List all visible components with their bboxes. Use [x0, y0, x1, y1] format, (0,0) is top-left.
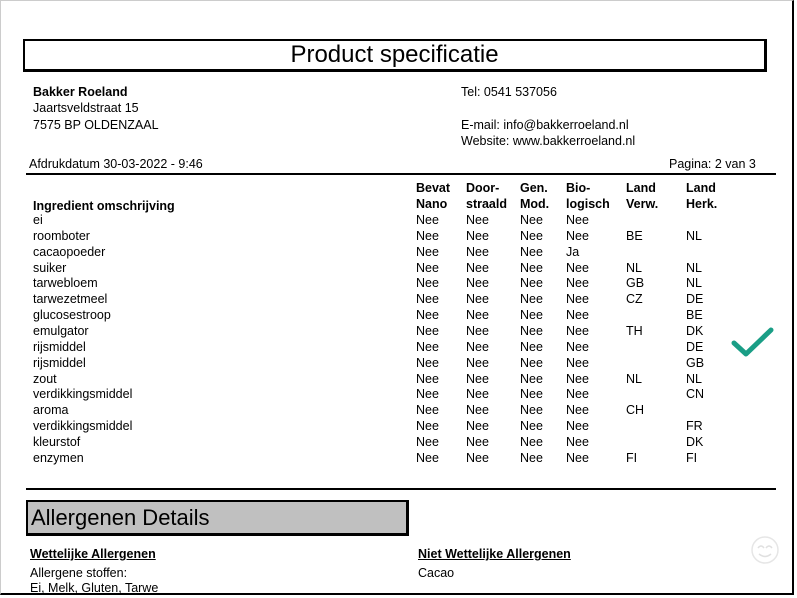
- nonlegal-allergens-title: Niet Wettelijke Allergenen: [418, 547, 571, 561]
- header-bio-line1: Bio-: [566, 181, 591, 195]
- table-row: [0, 418, 797, 434]
- cell-gen: Nee: [520, 387, 543, 402]
- header-doorstraald: [466, 180, 507, 212]
- header-land-verw: [626, 180, 658, 212]
- cell-name: tarwezetmeel: [33, 292, 108, 307]
- header-land-herk: [686, 180, 717, 212]
- cell-nano: Nee: [416, 260, 439, 275]
- header-nano: [416, 180, 450, 212]
- table-row: [0, 339, 797, 355]
- cell-bio: Nee: [566, 276, 589, 291]
- allergen-section-title: Allergenen Details: [26, 500, 409, 536]
- cell-door: Nee: [466, 228, 489, 243]
- cell-nano: Nee: [416, 434, 439, 449]
- cell-bio: Nee: [566, 403, 589, 418]
- smiley-scroll-icon[interactable]: [750, 535, 780, 565]
- document-title: Product specificatie: [23, 39, 767, 72]
- cell-verw: BE: [626, 228, 643, 243]
- table-row: [0, 275, 797, 291]
- cell-door: Nee: [466, 403, 489, 418]
- cell-herk: BE: [686, 308, 703, 323]
- cell-nano: Nee: [416, 276, 439, 291]
- cell-bio: Ja: [566, 244, 580, 259]
- cell-door: Nee: [466, 339, 489, 354]
- cell-gen: Nee: [520, 244, 543, 259]
- legal-allergens-title: Wettelijke Allergenen: [30, 547, 156, 561]
- header-nano-line1: Bevat: [416, 181, 451, 195]
- table-row: [0, 307, 797, 323]
- cell-name: rijsmiddel: [33, 339, 86, 354]
- cell-name: cacaopoeder: [33, 244, 106, 259]
- cell-bio: Nee: [566, 260, 589, 275]
- cell-bio: Nee: [566, 339, 589, 354]
- company-email: E-mail: info@bakkerroeland.nl: [461, 118, 629, 132]
- cell-herk: GB: [686, 355, 705, 370]
- cell-herk: NL: [686, 228, 702, 243]
- cell-gen: Nee: [520, 213, 543, 227]
- cell-herk: DK: [686, 323, 704, 338]
- cell-verw: FI: [626, 450, 638, 465]
- cell-bio: Nee: [566, 419, 589, 434]
- cell-bio: Nee: [566, 213, 589, 227]
- cell-door: Nee: [466, 276, 489, 291]
- company-website: Website: www.bakkerroeland.nl: [461, 134, 636, 148]
- cell-nano: Nee: [416, 339, 439, 354]
- cell-gen: Nee: [520, 292, 543, 307]
- company-tel: Tel: 0541 537056: [461, 85, 557, 99]
- cell-herk: FI: [686, 450, 698, 465]
- cell-nano: Nee: [416, 419, 439, 434]
- cell-name: roomboter: [33, 228, 90, 243]
- cell-gen: Nee: [520, 355, 543, 370]
- table-row: [0, 228, 797, 244]
- cell-name: verdikkingsmiddel: [33, 387, 133, 402]
- header-herk-line1: Land: [686, 181, 716, 195]
- header-door-line1: Door-: [466, 181, 500, 195]
- cell-verw: CH: [626, 403, 645, 418]
- cell-verw: GB: [626, 276, 645, 291]
- cell-gen: Nee: [520, 419, 543, 434]
- table-row: [0, 291, 797, 307]
- table-row: [0, 355, 797, 371]
- cell-name: emulgator: [33, 323, 89, 338]
- cell-bio: Nee: [566, 434, 589, 449]
- cell-herk: NL: [686, 260, 702, 275]
- cell-nano: Nee: [416, 308, 439, 323]
- cell-nano: Nee: [416, 403, 439, 418]
- cell-name: kleurstof: [33, 434, 81, 449]
- cell-nano: Nee: [416, 355, 439, 370]
- cell-gen: Nee: [520, 228, 543, 243]
- checkmark-icon: [730, 325, 775, 360]
- cell-herk: FR: [686, 419, 703, 434]
- cell-door: Nee: [466, 419, 489, 434]
- cell-nano: Nee: [416, 244, 439, 259]
- table-row: [0, 434, 797, 450]
- header-gen-line1: Gen.: [520, 181, 548, 195]
- company-address-line1: Jaartsveldstraat 15: [33, 101, 139, 115]
- cell-bio: Nee: [566, 371, 589, 386]
- cell-name: zout: [33, 371, 57, 386]
- page-number: Pagina: 2 van 3: [669, 157, 756, 171]
- cell-door: Nee: [466, 292, 489, 307]
- cell-verw: CZ: [626, 292, 643, 307]
- legal-allergens-label: Allergene stoffen:: [30, 566, 128, 580]
- cell-verw: TH: [626, 323, 643, 338]
- nonlegal-allergens-value: Cacao: [418, 566, 455, 580]
- cell-nano: Nee: [416, 292, 439, 307]
- header-herk-line2: Herk.: [686, 197, 718, 211]
- cell-name: aroma: [33, 403, 69, 418]
- cell-bio: Nee: [566, 308, 589, 323]
- cell-door: Nee: [466, 260, 489, 275]
- header-gen-mod: [520, 180, 549, 212]
- cell-gen: Nee: [520, 450, 543, 465]
- cell-verw: NL: [626, 371, 642, 386]
- cell-nano: Nee: [416, 371, 439, 386]
- cell-herk: DE: [686, 292, 704, 307]
- cell-herk: NL: [686, 276, 702, 291]
- cell-gen: Nee: [520, 339, 543, 354]
- cell-bio: Nee: [566, 355, 589, 370]
- table-row: [0, 386, 797, 402]
- cell-gen: Nee: [520, 403, 543, 418]
- table-row: [0, 244, 797, 260]
- table-row: [0, 450, 797, 466]
- cell-herk: CN: [686, 387, 705, 402]
- cell-herk: DK: [686, 434, 704, 449]
- cell-bio: Nee: [566, 323, 589, 338]
- cell-name: rijsmiddel: [33, 355, 86, 370]
- cell-verw: NL: [626, 260, 642, 275]
- print-date: Afdrukdatum 30-03-2022 - 9:46: [29, 157, 203, 171]
- cell-name: tarwebloem: [33, 276, 98, 291]
- cell-nano: Nee: [416, 213, 439, 227]
- cell-gen: Nee: [520, 260, 543, 275]
- cell-name: enzymen: [33, 450, 84, 465]
- cell-nano: Nee: [416, 450, 439, 465]
- cell-door: Nee: [466, 355, 489, 370]
- company-name: Bakker Roeland: [33, 85, 128, 99]
- cell-door: Nee: [466, 244, 489, 259]
- cell-nano: Nee: [416, 323, 439, 338]
- cell-bio: Nee: [566, 228, 589, 243]
- header-bio-line2: logisch: [566, 197, 610, 211]
- cell-bio: Nee: [566, 387, 589, 402]
- cell-door: Nee: [466, 213, 489, 227]
- header-biologisch: [566, 180, 610, 212]
- cell-name: verdikkingsmiddel: [33, 419, 133, 434]
- cell-door: Nee: [466, 308, 489, 323]
- header-verw-line2: Verw.: [626, 197, 659, 211]
- header-nano-line2: Nano: [416, 197, 448, 211]
- cell-gen: Nee: [520, 276, 543, 291]
- table-divider: [26, 488, 776, 490]
- cell-bio: Nee: [566, 450, 589, 465]
- cell-door: Nee: [466, 387, 489, 402]
- table-row: [0, 212, 797, 228]
- cell-nano: Nee: [416, 228, 439, 243]
- header-divider: [26, 173, 776, 175]
- cell-gen: Nee: [520, 308, 543, 323]
- header-verw-line1: Land: [626, 181, 656, 195]
- header-door-line2: straald: [466, 197, 507, 211]
- cell-nano: Nee: [416, 387, 439, 402]
- cell-door: Nee: [466, 434, 489, 449]
- table-row: [0, 260, 797, 276]
- table-row: [0, 323, 797, 339]
- cell-door: Nee: [466, 371, 489, 386]
- cell-gen: Nee: [520, 371, 543, 386]
- cell-herk: NL: [686, 371, 702, 386]
- cell-door: Nee: [466, 450, 489, 465]
- cell-door: Nee: [466, 323, 489, 338]
- legal-allergens-value: Ei, Melk, Gluten, Tarwe: [30, 581, 159, 595]
- cell-name: ei: [33, 213, 43, 227]
- cell-name: glucosestroop: [33, 308, 111, 323]
- cell-name: suiker: [33, 260, 67, 275]
- table-row: [0, 371, 797, 387]
- header-gen-line2: Mod.: [520, 197, 550, 211]
- header-ingredient: Ingredient omschrijving: [33, 199, 175, 213]
- table-row: [0, 402, 797, 418]
- cell-gen: Nee: [520, 323, 543, 338]
- cell-gen: Nee: [520, 434, 543, 449]
- cell-bio: Nee: [566, 292, 589, 307]
- cell-herk: DE: [686, 339, 704, 354]
- company-address-line2: 7575 BP OLDENZAAL: [33, 118, 159, 132]
